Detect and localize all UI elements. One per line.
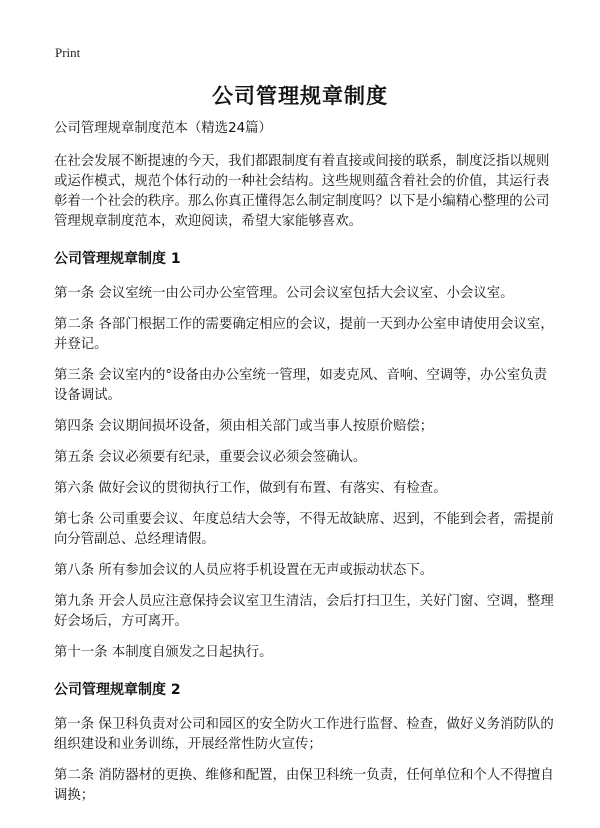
article-paragraph: 第八条 所有参加会议的人员应将手机设置在无声或振动状态下。 <box>54 563 434 578</box>
print-link[interactable]: Print <box>55 45 81 60</box>
section-heading: 公司管理规章制度 1 <box>54 251 181 267</box>
document-body <box>54 119 554 817</box>
article-paragraph: 第一条 会议室统一由公司办公室管理。公司会议室包括大会议室、小会议室。 <box>54 286 514 301</box>
section-heading: 公司管理规章制度 2 <box>54 682 181 698</box>
article-paragraph: 第十一条 本制度自颁发之日起执行。 <box>54 645 273 660</box>
document-subtitle: 公司管理规章制度范本（精选24篇） <box>54 121 272 136</box>
article-paragraph: 第七条 公司重要会议、年度总结大会等，不得无故缺席、迟到，不能到会者，需提前向分管副总、总经理请假。 <box>54 512 554 547</box>
article-paragraph: 第一条 保卫科负责对公司和园区的安全防火工作进行监督、检查，做好义务消防队的组织建设和业务训练，开展经常性防火宣传； <box>54 717 554 752</box>
article-paragraph: 第五条 会议必须要有纪录，重要会议必须会签确认。 <box>54 450 367 465</box>
article-paragraph: 第三条 会议室内的°设备由办公室统一管理，如麦克风、音响、空调等，办公室负责设备调试。 <box>54 368 548 403</box>
article-paragraph: 第二条 各部门根据工作的需要确定相应的会议，提前一天到办公室申请使用会议室，并登记。 <box>54 317 554 352</box>
article-paragraph: 第九条 开会人员应注意保持会议室卫生清洁，会后打扫卫生，关好门窗、空调，整理好会场后，方可离开。 <box>54 594 554 629</box>
article-paragraph: 第六条 做好会议的贯彻执行工作，做到有布置、有落实、有检查。 <box>54 481 447 496</box>
article-paragraph: 第二条 消防器材的更换、维修和配置，由保卫科统一负责，任何单位和个人不得擅自调换； <box>54 768 554 803</box>
intro-paragraph: 在社会发展不断提速的今天，我们都跟制度有着直接或间接的联系，制度泛指以规则或运作模式，规范个体行动的一种社会结构。这些规则蕴含着社会的价值，其运行表彰着一个社会的秩序。那么你真正懂得怎么制定制度吗？以下是小编精心整理的公司管理规章制度范本，欢迎阅读，希望大家能够喜欢。 <box>54 154 550 229</box>
page-title: 公司管理规章制度 <box>212 84 388 108</box>
article-paragraph: 第四条 会议期间损坏设备，须由相关部门或当事人按原价赔偿； <box>54 419 434 434</box>
